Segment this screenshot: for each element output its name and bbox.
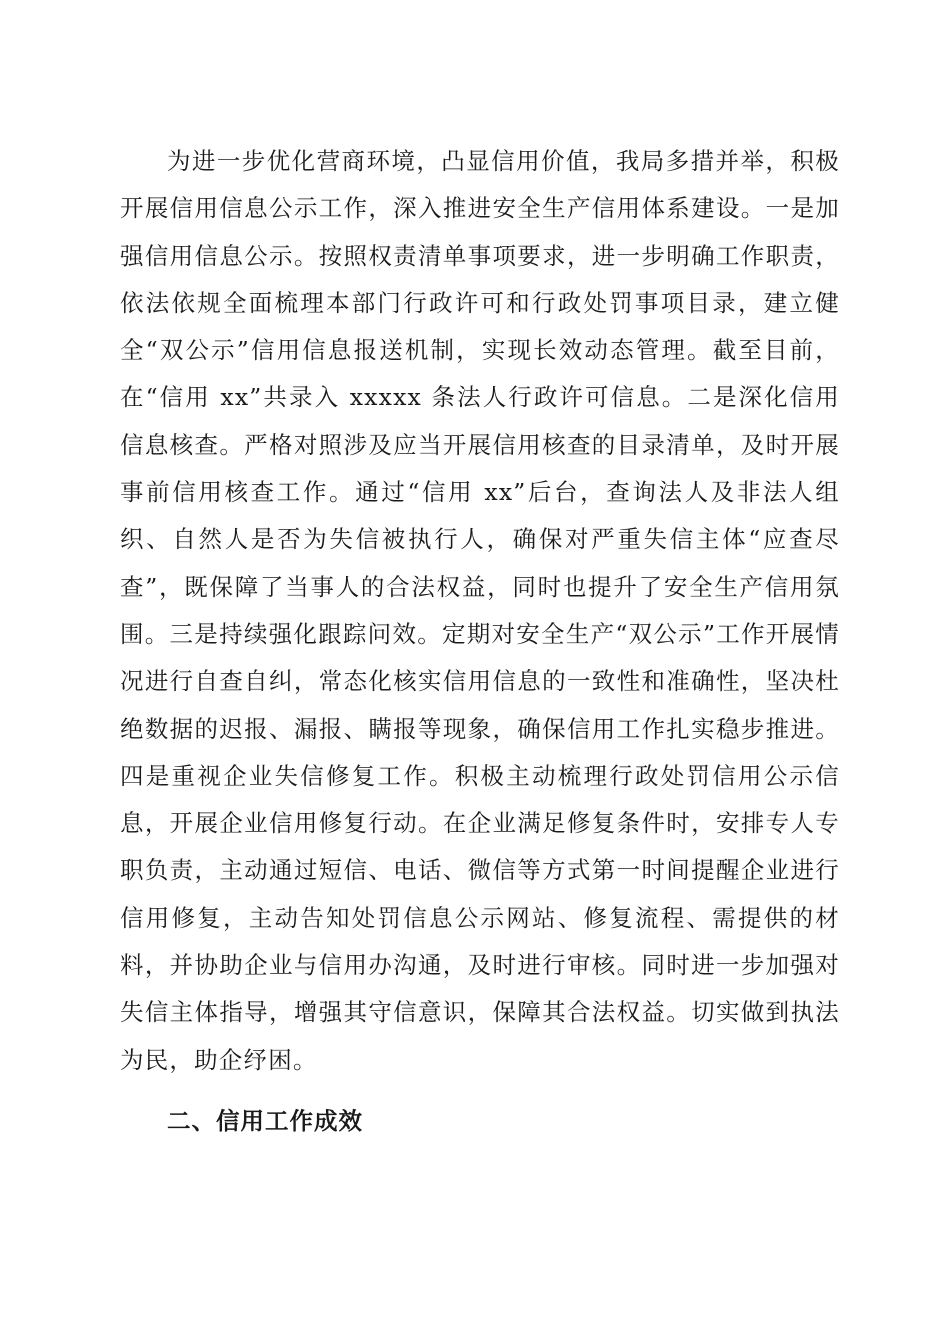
body-paragraph: 为进一步优化营商环境，凸显信用价值，我局多措并举，积极开展信用信息公示工作，深入推进安全生产信用体系建设。一是加强信用信息公示。按照权责清单事项要求，进一步明确工作职责，依法依规全面梳理本部门行政许可和行政处罚事项目录，建立健全“双公示”信用信息报送机制，实现长效动态管理。截至目前，在“信用 xx”共录入 xxxxx 条法人行政许可信息。二是深化信用信息核查。严格对照涉及应当开展信用核查的目录清单，及时开展事前信用核查工作。通过“信用 xx”后台，查询法人及非法人组织、自然人是否为失信被执行人，确保对严重失信主体“应查尽查”，既保障了当事人的合法权益，同时也提升了安全生产信用氛围。三是持续强化跟踪问效。定期对安全生产“双公示”工作开展情况进行自查自纠，常态化核实信用信息的一致性和准确性，坚决杜绝数据的迟报、漏报、瞒报等现象，确保信用工作扎实稳步推进。四是重视企业失信修复工作。积极主动梳理行政处罚信用公示信息，开展企业信用修复行动。在企业满足修复条件时，安排专人专职负责，主动通过短信、电话、微信等方式第一时间提醒企业进行信用修复，主动告知处罚信息公示网站、修复流程、需提供的材料，并协助企业与信用办沟通，及时进行审核。同时进一步加强对失信主体指导，增强其守信意识，保障其合法权益。切实做到执法为民，助企纾困。	[120, 147, 840, 1074]
section-heading: 二、信用工作成效	[167, 1107, 363, 1135]
